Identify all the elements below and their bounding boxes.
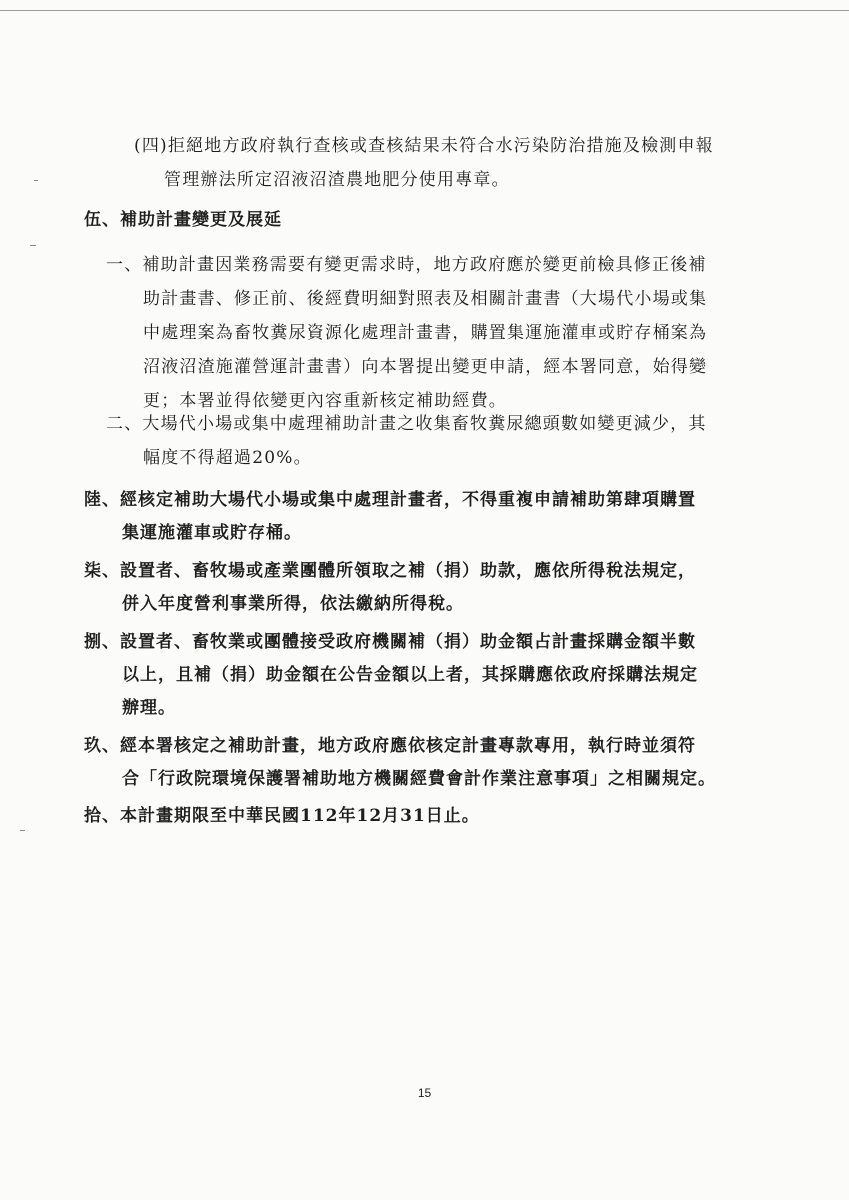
scan-speck xyxy=(34,180,38,181)
text-line: 辦理。 xyxy=(122,698,176,718)
text-line: 柒、設置者、畜牧場或產業團體所領取之補（捐）助款，應依所得稅法規定， xyxy=(84,561,696,581)
text-line: 陸、經核定補助大場代小場或集中處理計畫者，不得重複申請補助第肆項購置 xyxy=(84,490,696,510)
text-line: 捌、設置者、畜牧業或團體接受政府機關補（捐）助金額占計畫採購金額半數 xyxy=(84,632,696,652)
section-10 xyxy=(84,800,480,833)
section-5-item-2 xyxy=(106,407,707,475)
section-8 xyxy=(84,626,698,725)
page-number: 15 xyxy=(417,1086,432,1100)
text-line: 更；本署並得依變更內容重新核定補助經費。 xyxy=(143,391,507,411)
text-line: 幅度不得超過20%。 xyxy=(143,448,312,468)
scan-speck xyxy=(30,245,36,246)
section-9 xyxy=(84,730,716,796)
text-line: 集運施灌車或貯存桶。 xyxy=(122,523,302,543)
text-line: 併入年度營利事業所得，依法繳納所得稅。 xyxy=(122,594,464,614)
text-line: 沼液沼渣施灌營運計畫書）向本署提出變更申請，經本署同意，始得變 xyxy=(143,357,708,377)
top-border-line xyxy=(0,10,849,11)
section-7 xyxy=(84,555,696,621)
section-5-item-1 xyxy=(106,248,707,418)
text-line: 助計畫書、修正前、後經費明細對照表及相關計畫書（大場代小場或集 xyxy=(143,289,708,309)
heading-text: 伍、補助計畫變更及展延 xyxy=(84,210,282,230)
text-line: 玖、經本署核定之補助計畫，地方政府應依核定計畫專款專用，執行時並須符 xyxy=(84,736,696,756)
text-line: 拾、本計畫期限至中華民國112年12月31日止。 xyxy=(84,806,480,826)
text-line: 以上，且補（捐）助金額在公告金額以上者，其採購應依政府採購法規定 xyxy=(122,665,698,685)
text-line: 二、大場代小場或集中處理補助計畫之收集畜牧糞尿總頭數如變更減少，其 xyxy=(106,414,707,434)
section-6 xyxy=(84,484,696,550)
text-line: (四)拒絕地方政府執行查核或查核結果未符合水污染防治措施及檢測申報 xyxy=(134,136,714,156)
scan-speck xyxy=(20,830,25,831)
section-5-heading xyxy=(84,204,282,237)
text-line: 合「行政院環境保護署補助地方機關經費會計作業注意事項」之相關規定。 xyxy=(122,769,716,789)
text-line: 管理辦法所定沼液沼渣農地肥分使用專章。 xyxy=(164,170,510,190)
text-line: 一、補助計畫因業務需要有變更需求時，地方政府應於變更前檢具修正後補 xyxy=(106,255,707,275)
item-4-continuation xyxy=(134,129,714,197)
text-line: 中處理案為畜牧糞尿資源化處理計畫書，購置集運施灌車或貯存桶案為 xyxy=(143,323,708,343)
